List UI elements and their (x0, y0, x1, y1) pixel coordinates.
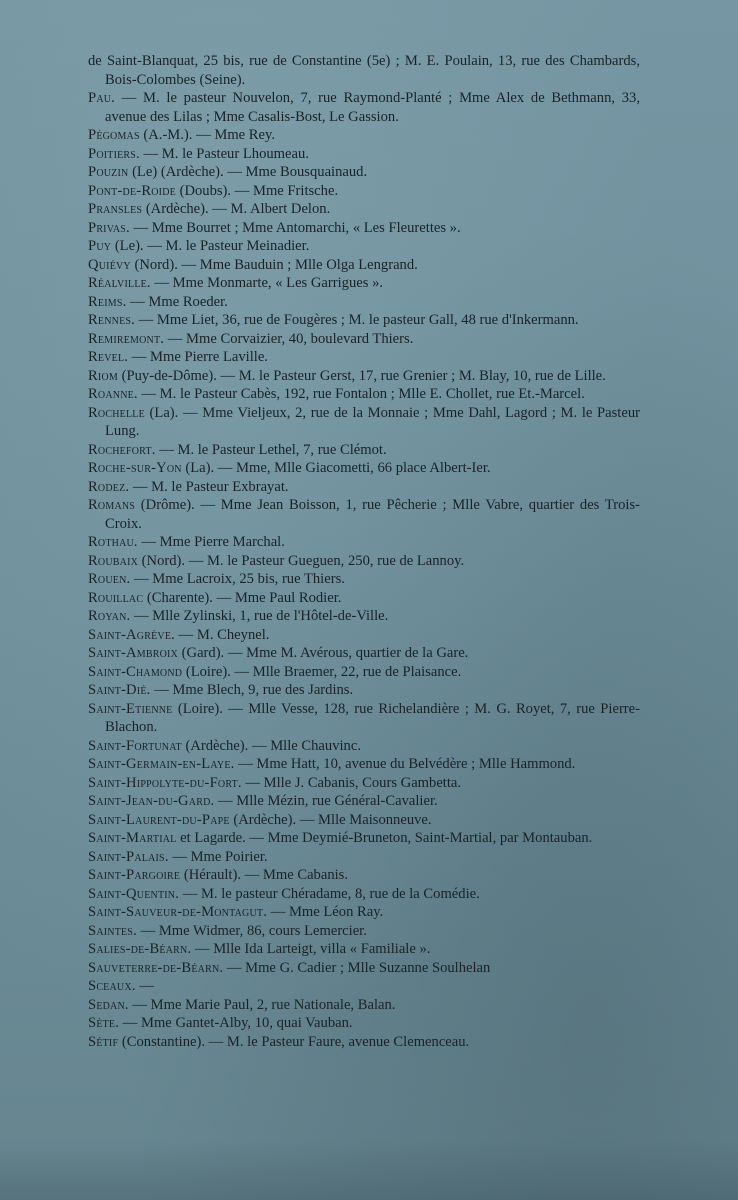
listing-entry (88, 496, 640, 533)
entry-rest: — M. le Pasteur Lhoumeau. (139, 145, 309, 162)
entry-region: (Constantine). (118, 1033, 205, 1050)
entry-region: (La). (144, 404, 179, 421)
entry-region: (Nord). (138, 552, 186, 569)
entry-place: Puy (88, 238, 112, 254)
entry-region: (Loire). (172, 700, 223, 717)
listing-entry (88, 293, 640, 312)
entry-rest: — Mme Liet, 36, rue de Fougères ; M. le pasteur Gall, 48 rue d'Inkermann. (135, 312, 579, 328)
entry-place: Saint-Martial (88, 830, 177, 846)
listing-entry (88, 182, 640, 201)
entry-rest: — M. le Pasteur Gueguen, 250, rue de Lannoy. (185, 552, 465, 569)
entry-place: Revel. (88, 349, 129, 365)
entry-place: Sedan. (88, 996, 129, 1013)
listing-entry (88, 145, 640, 164)
entry-region: (Nord). (130, 256, 178, 273)
entry-rest: — Mme Deymié-Bruneton, Saint-Martial, par Montauban. (245, 830, 593, 846)
entry-rest: — Mme M. Avérous, quartier de la Gare. (224, 645, 469, 661)
entry-rest: — M. le Pasteur Exbrayat. (129, 478, 289, 495)
entry-rest: — Mme Rey. (192, 127, 276, 143)
entry-rest: — Mme Blech, 9, rue des Jardins. (150, 682, 354, 698)
entry-place: Saint-Jean-du-Gard. (88, 793, 215, 809)
entry-rest: — Mlle J. Cabanis, Cours Gambetta. (241, 774, 462, 791)
entry-place: Romans (88, 497, 136, 513)
listing-entry (88, 607, 640, 626)
listing-entry (88, 126, 640, 145)
listing-entry (88, 163, 640, 182)
entry-place: Saint-Pargoire (88, 867, 181, 883)
entry-region: (La). (181, 460, 215, 476)
listing-entry (88, 737, 640, 756)
listing-entry (88, 700, 640, 737)
listing-entry (88, 755, 640, 774)
entry-rest: — M. Cheynel. (174, 626, 270, 643)
listing-entry (88, 940, 640, 959)
entry-rest: — Mlle Chauvinc. (248, 737, 361, 754)
entry-region: (Ardèche). (181, 737, 249, 754)
listing-entry (88, 311, 640, 330)
listing-entry (88, 219, 640, 238)
entry-place: Saint-Palais. (88, 848, 169, 865)
listing-entry (88, 274, 640, 293)
entry-rest: — Mme Poirier. (168, 848, 268, 865)
listing-entry (88, 256, 640, 275)
listing-entry (88, 385, 640, 404)
entry-place: Pont-de-Roide (88, 182, 176, 199)
listing-entry (88, 89, 640, 126)
entry-place: Sète. (88, 1015, 120, 1031)
entry-rest: — Mme Marie Paul, 2, rue Nationale, Balan. (128, 996, 396, 1013)
entry-rest: — Mme Fritsche. (231, 182, 339, 199)
listing-entry (88, 1014, 640, 1033)
entry-rest: — Mlle Zylinski, 1, rue de l'Hôtel-de-Ville. (130, 608, 389, 624)
entry-place: Quiévy (88, 256, 131, 273)
listing-entry (88, 1033, 640, 1052)
entry-place: Royan. (88, 608, 131, 624)
entry-place: Saint-Agrève. (88, 626, 175, 643)
entry-place: Saint-Chamond (88, 663, 183, 680)
entry-place: Pransles (88, 201, 143, 217)
entry-region: (Puy-de-Dôme). (117, 367, 217, 384)
entry-rest: — Mme Bourret ; Mme Antomarchi, « Les Fleurettes ». (129, 219, 461, 236)
entry-rest: — M. le Pasteur Gerst, 17, rue Grenier ; M. Blay, 10, rue de Lille. (216, 367, 606, 384)
entry-region: (Hérault). (180, 867, 241, 883)
listing-entry (88, 348, 640, 367)
entry-place: Remiremont. (88, 330, 165, 347)
entry-place: Salies-de-Béarn. (88, 941, 192, 957)
entry-place: Saint-Laurent-du-Pape (88, 811, 230, 828)
entry-rest: — Mme Widmer, 86, cours Lemercier. (136, 922, 367, 939)
entry-rest: — Mlle Maisonneuve. (296, 811, 432, 828)
entry-rest: — Mlle Vesse, 128, rue Richelandière ; M. G. Royet, 7, rue Pierre-Blachon. (105, 700, 641, 735)
listing-entry (88, 459, 640, 478)
listing-entry (88, 570, 640, 589)
entry-rest: — M. le Pasteur Faure, avenue Clemenceau. (204, 1033, 470, 1050)
entry-rest: de Saint-Blanquat, 25 bis, rue de Constantine (5e) ; M. E. Poulain, 13, rue des Chambards, Bois-Colombes (Seine). (88, 53, 640, 88)
listing-entry (88, 811, 640, 830)
listing-entry (88, 552, 640, 571)
listing-entry (88, 478, 640, 497)
listing-entry (88, 681, 640, 700)
entry-place: Riom (88, 367, 118, 384)
entry-rest: — Mlle Ida Larteigt, villa « Familiale ». (191, 941, 431, 957)
listing-entry (88, 589, 640, 608)
entry-rest: — Mme Léon Ray. (267, 904, 384, 920)
address-listing (88, 52, 640, 1051)
listing-entry (88, 829, 640, 848)
entry-rest: — Mme Paul Rodier. (212, 589, 342, 606)
entry-place: Rodez. (88, 478, 130, 495)
listing-entry (88, 441, 640, 460)
entry-place: Poitiers. (88, 145, 140, 162)
listing-entry (88, 663, 640, 682)
listing-entry (88, 404, 640, 441)
listing-entry (88, 533, 640, 552)
entry-place: Rouen. (88, 571, 131, 587)
entry-place: Saint-Dié. (88, 682, 151, 698)
entry-place: Saint-Quentin. (88, 885, 180, 902)
listing-entry (88, 996, 640, 1015)
entry-rest: — Mme G. Cadier ; Mlle Suzanne Soulhelan (223, 959, 491, 976)
entry-rest: — Mme Pierre Laville. (128, 349, 268, 365)
entry-place: Reims. (88, 293, 127, 310)
entry-place: Roche-sur-Yon (88, 460, 182, 476)
listing-entry (88, 866, 640, 885)
entry-rest: — Mme Pierre Marchal. (137, 534, 285, 550)
entry-region: (Le). (111, 238, 144, 254)
listing-entry (88, 848, 640, 867)
entry-place: Rochefort. (88, 441, 156, 458)
entry-rest: — Mme Vieljeux, 2, rue de la Monnaie ; Mme Dahl, Lagord ; M. le Pasteur Lung. (105, 404, 640, 439)
entry-region: (Ardèche). (142, 201, 209, 217)
listing-entry (88, 959, 640, 978)
entry-rest: — M. le Pasteur Cabès, 192, rue Fontalon ; Mlle E. Chollet, rue Et.-Marcel. (137, 386, 585, 402)
entry-place: Saint-Hippolyte-du-Fort. (88, 774, 242, 791)
entry-rest: — Mme Bousquainaud. (223, 164, 368, 180)
entry-place: Pégomas (88, 127, 140, 143)
listing-entry (88, 330, 640, 349)
entry-place: Pau. (88, 90, 116, 106)
entry-region: (Doubs). (175, 182, 232, 199)
listing-entry (88, 792, 640, 811)
entry-place: Rothau. (88, 534, 138, 550)
entry-rest: — Mme Bauduin ; Mlle Olga Lengrand. (177, 256, 418, 273)
listing-entry (88, 922, 640, 941)
entry-place: Saint-Etienne (88, 700, 173, 717)
entry-rest: — M. Albert Delon. (208, 201, 331, 217)
entry-rest: — Mme Roeder. (126, 293, 228, 310)
entry-place: Roanne. (88, 386, 138, 402)
entry-region: (Loire). (182, 663, 231, 680)
entry-rest: — Mme Gantet-Alby, 10, quai Vauban. (119, 1015, 353, 1031)
listing-entry (88, 367, 640, 386)
listing-entry (88, 237, 640, 256)
entry-rest: — M. le Pasteur Meinadier. (143, 238, 310, 254)
entry-region: (Drôme). (135, 497, 195, 513)
listing-entry (88, 903, 640, 922)
entry-rest: — Mlle Braemer, 22, rue de Plaisance. (230, 663, 462, 680)
entry-region: (Ardèche). (229, 811, 297, 828)
entry-region: (A.-M.). (139, 127, 193, 143)
entry-region: et Lagarde. (176, 830, 246, 846)
entry-rest: — Mme Lacroix, 25 bis, rue Thiers. (130, 571, 345, 587)
entry-place: Rennes. (88, 312, 136, 328)
entry-place: Saint-Ambroix (88, 645, 179, 661)
entry-place: Réalville. (88, 275, 151, 291)
entry-place: Saint-Germain-en-Laye. (88, 756, 235, 772)
paper-shading (0, 1140, 738, 1200)
listing-entry (88, 774, 640, 793)
entry-rest: — Mlle Mézin, rue Général-Cavalier. (214, 793, 438, 809)
entry-place: Sceaux. (88, 978, 136, 994)
entry-place: Saint-Fortunat (88, 737, 182, 754)
entry-place: Saintes. (88, 922, 137, 939)
listing-entry (88, 200, 640, 219)
entry-place: Sauveterre-de-Béarn. (88, 959, 224, 976)
entry-rest: — Mme Hatt, 10, avenue du Belvédère ; Mlle Hammond. (234, 756, 576, 772)
listing-entry (88, 644, 640, 663)
entry-rest: — Mme Corvaizier, 40, boulevard Thiers. (164, 330, 414, 347)
listing-entry (88, 52, 640, 89)
entry-region: (Charente). (143, 589, 213, 606)
entry-place: Rouillac (88, 589, 144, 606)
entry-place: Saint-Sauveur-de-Montagut. (88, 904, 268, 920)
entry-place: Privas. (88, 219, 130, 236)
entry-region: (Le) (Ardèche). (128, 164, 224, 180)
listing-entry (88, 885, 640, 904)
entry-rest: — (135, 978, 154, 994)
entry-rest: — Mme Cabanis. (241, 867, 349, 883)
entry-rest: — M. le Pasteur Lethel, 7, rue Clémot. (155, 441, 387, 458)
entry-rest: — M. le pasteur Nouvelon, 7, rue Raymond-Planté ; Mme Alex de Bethmann, 33, avenue des Lilas ; Mme Casalis-Bost, Le Gassion. (105, 90, 640, 125)
entry-rest: — Mme Monmarte, « Les Garrigues ». (150, 275, 384, 291)
entry-region: (Gard). (178, 645, 225, 661)
entry-rest: — M. le pasteur Chéradame, 8, rue de la Comédie. (179, 885, 480, 902)
listing-entry (88, 977, 640, 996)
entry-place: Sétif (88, 1033, 119, 1050)
entry-rest: — Mme Jean Boisson, 1, rue Pêcherie ; Mlle Vabre, quartier des Trois-Croix. (105, 497, 640, 532)
entry-place: Roubaix (88, 552, 139, 569)
listing-entry (88, 626, 640, 645)
entry-place: Pouzin (88, 164, 129, 180)
entry-place: Rochelle (88, 404, 145, 421)
entry-rest: — Mme, Mlle Giacometti, 66 place Albert-Ier. (214, 460, 491, 476)
